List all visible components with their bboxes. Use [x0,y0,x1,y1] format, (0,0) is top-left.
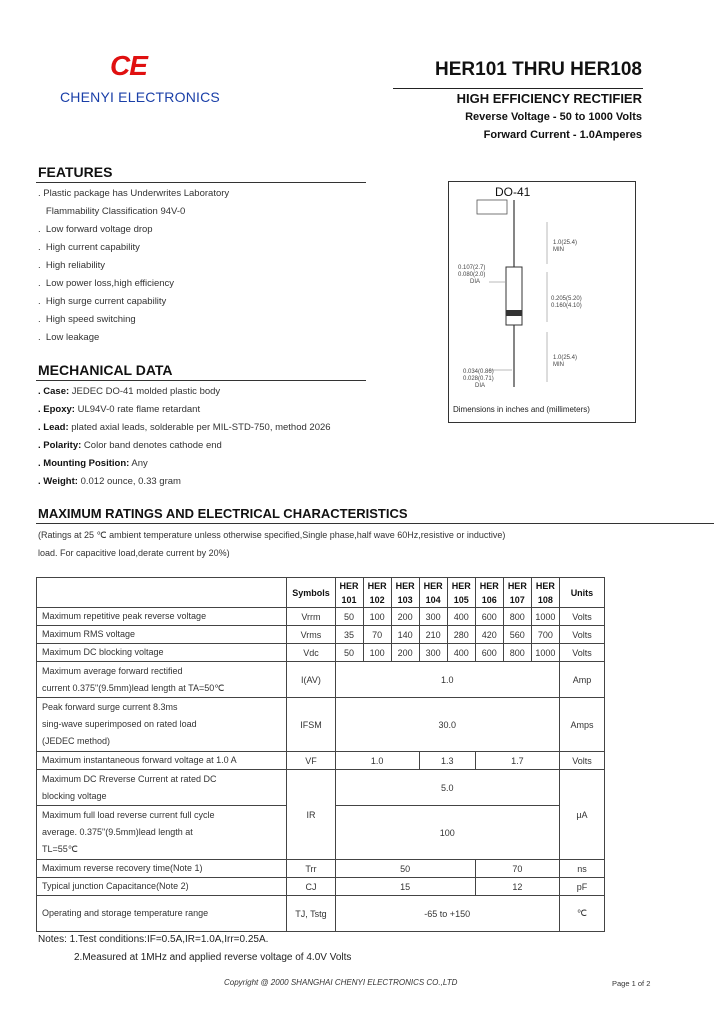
mech-lead: . Lead: plated axial leads, solderable per MIL-STD-750, method 2026 [38,422,331,433]
table-row [37,608,605,626]
table-cell: 100 [335,806,559,860]
dim-body-length: 0.205(5.20) 0.160(4.10) [551,296,582,309]
feature-item: . High surge current capability [38,296,167,307]
table-cell: Maximum repetitive peak reverse voltage [37,608,287,626]
table-cell: TJ, Tstg [287,896,335,932]
table-row [37,662,605,698]
table-cell: 800 [503,644,531,662]
header-part: HER 104 [419,578,447,608]
table-cell: Amp [559,662,604,698]
table-row [37,644,605,662]
table-row [37,860,605,878]
table-cell: Maximum reverse recovery time(Note 1) [37,860,287,878]
header-part: HER 101 [335,578,363,608]
table-cell: Volts [559,626,604,644]
ratings-heading: MAXIMUM RATINGS AND ELECTRICAL CHARACTERISTICS [38,506,408,521]
diode-body [506,267,522,325]
table-cell: IR [287,770,335,860]
dim-lead-top: 1.0(25.4) MIN [553,240,578,253]
table-cell: Typical junction Capacitance(Note 2) [37,878,287,896]
table-cell: 30.0 [335,698,559,752]
table-cell: 1.0 [335,752,419,770]
header-part: HER 107 [503,578,531,608]
table-cell: 400 [447,608,475,626]
table-cell: 15 [335,878,475,896]
package-label-frame [477,200,507,214]
table-cell: Vrrm [287,608,335,626]
table-cell: 210 [419,626,447,644]
table-cell: 5.0 [335,770,559,806]
table-cell: 200 [391,644,419,662]
table-cell: 400 [447,644,475,662]
table-cell: Peak forward surge current 8.3ms sing-wave superimposed on rated load (JEDEC method) [37,698,287,752]
table-cell: 35 [335,626,363,644]
dim-lead-bottom: 1.0(25.4) MIN [553,355,578,368]
table-row [37,878,605,896]
company-name: CHENYI ELECTRONICS [60,89,220,105]
table-row [37,770,605,806]
header-symbols: Symbols [287,578,335,608]
table-cell: Trr [287,860,335,878]
table-cell: Amps [559,698,604,752]
ratings-note: (Ratings at 25 ℃ ambient temperature unless otherwise specified,Single phase,half wave 60Hz,resistive or inductive) [38,530,506,540]
table-cell: Maximum full load reverse current full cycle average. 0.375"(9.5mm)lead length at TL=55℃ [37,806,287,860]
table-cell: 1.3 [419,752,475,770]
package-dimension-note: Dimensions in inches and (millimeters) [453,405,590,414]
table-row [37,698,605,752]
table-cell: I(AV) [287,662,335,698]
product-subtitle: HIGH EFFICIENCY RECTIFIER [456,91,642,106]
table-cell: VF [287,752,335,770]
mech-case: . Case: JEDEC DO-41 molded plastic body [38,386,221,397]
reverse-voltage-spec: Reverse Voltage - 50 to 1000 Volts [465,111,642,123]
table-cell: Maximum RMS voltage [37,626,287,644]
table-row [37,752,605,770]
table-cell: 200 [391,608,419,626]
dim-lead-dia: 0.034(0.86) 0.028(0.71) DIA [463,369,494,389]
feature-item: . Low leakage [38,332,100,343]
table-cell: ℃ [559,896,604,932]
cathode-band [506,310,522,316]
document-title: HER101 THRU HER108 [435,59,642,80]
mech-polarity: . Polarity: Color band denotes cathode end [38,440,222,451]
table-row [37,626,605,644]
mech-weight: . Weight: 0.012 ounce, 0.33 gram [38,476,181,487]
feature-item: . Low power loss,high efficiency [38,278,175,289]
ratings-note: load. For capacitive load,derate current by 20%) [38,548,230,558]
table-cell: Maximum DC Rreverse Current at rated DC blocking voltage [37,770,287,806]
table-cell: ns [559,860,604,878]
header-blank [37,578,287,608]
header-part: HER 105 [447,578,475,608]
notes-line-2: 2.Measured at 1MHz and applied reverse voltage of 4.0V Volts [74,952,352,963]
feature-item: . Low forward voltage drop [38,224,153,235]
table-cell: 600 [475,644,503,662]
feature-item: . Plastic package has Underwrites Laboratory [38,188,230,199]
table-cell: Operating and storage temperature range [37,896,287,932]
table-cell: 420 [475,626,503,644]
copyright: Copyright @ 2000 SHANGHAI CHENYI ELECTRONICS CO.,LTD [224,978,458,987]
package-title: DO-41 [495,185,531,199]
forward-current-spec: Forward Current - 1.0Amperes [483,129,642,141]
table-cell: IFSM [287,698,335,752]
table-cell: 300 [419,644,447,662]
header-part: HER 106 [475,578,503,608]
mech-epoxy: . Epoxy: UL94V-0 rate flame retardant [38,404,201,415]
title-rule [393,88,643,89]
table-cell: Maximum average forward rectified current 0.375"(9.5mm)lead length at TA=50℃ [37,662,287,698]
page-number: Page 1 of 2 [612,979,651,988]
notes-line-1: Notes: 1.Test conditions:IF=0.5A,IR=1.0A,Irr=0.25A. [38,934,269,945]
table-cell: Maximum instantaneous forward voltage at 1.0 A [37,752,287,770]
table-cell: 300 [419,608,447,626]
dim-body-dia: 0.107(2.7) 0.080(2.0) DIA [458,265,486,285]
table-cell: 140 [391,626,419,644]
table-cell: 1000 [531,644,559,662]
table-cell: Volts [559,608,604,626]
ratings-table [36,577,605,932]
feature-item: . High reliability [38,260,106,271]
feature-item: Flammability Classification 94V-0 [38,206,186,217]
table-cell: Maximum DC blocking voltage [37,644,287,662]
features-heading: FEATURES [38,164,113,180]
mech-mounting: . Mounting Position: Any [38,458,148,469]
table-cell: 50 [335,860,475,878]
table-cell: 560 [503,626,531,644]
table-cell: 1000 [531,608,559,626]
table-header-row [37,578,605,608]
table-cell: Volts [559,644,604,662]
table-row [37,896,605,932]
table-cell: 50 [335,644,363,662]
features-rule [36,182,366,183]
header-part: HER 108 [531,578,559,608]
table-cell: μA [559,770,604,860]
ratings-rule [36,523,714,524]
table-cell: 70 [475,860,559,878]
table-cell: CJ [287,878,335,896]
company-logo: CE [110,50,147,81]
table-cell: 600 [475,608,503,626]
table-cell: 800 [503,608,531,626]
mechanical-heading: MECHANICAL DATA [38,362,173,378]
feature-item: . High current capability [38,242,140,253]
table-cell: 70 [363,626,391,644]
table-cell: 1.7 [475,752,559,770]
mechanical-rule [36,380,366,381]
table-cell: 12 [475,878,559,896]
table-cell: 50 [335,608,363,626]
table-cell: 1.0 [335,662,559,698]
table-cell: 100 [363,608,391,626]
table-cell: pF [559,878,604,896]
header-part: HER 102 [363,578,391,608]
table-cell: 100 [363,644,391,662]
table-cell: Vdc [287,644,335,662]
table-cell: -65 to +150 [335,896,559,932]
header-part: HER 103 [391,578,419,608]
table-cell: 700 [531,626,559,644]
table-cell: 280 [447,626,475,644]
table-cell: Vrms [287,626,335,644]
header-units: Units [559,578,604,608]
feature-item: . High speed switching [38,314,136,325]
table-cell: Volts [559,752,604,770]
